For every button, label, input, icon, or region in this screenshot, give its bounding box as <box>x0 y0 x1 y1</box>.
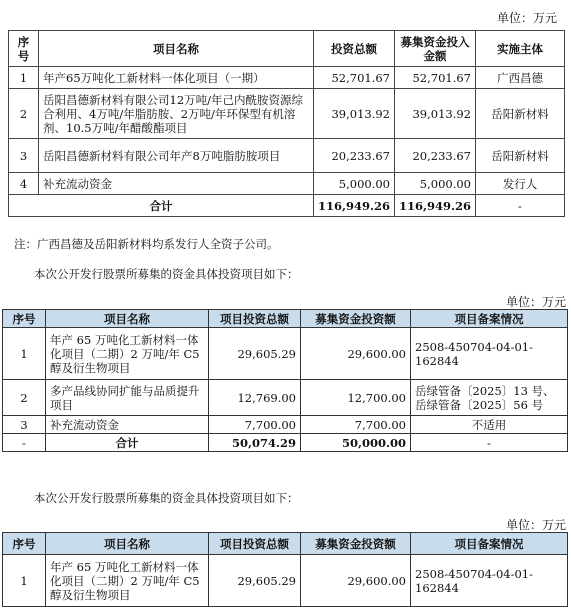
cell: 1 <box>3 555 46 607</box>
cell: 2 <box>9 89 39 139</box>
header-implementer: 实施主体 <box>476 31 565 67</box>
intro-paragraph-2: 本次公开发行股票所募集的资金具体投资项目如下： <box>34 491 299 505</box>
header-seq: 序号 <box>3 310 46 328</box>
investment-table-1 <box>8 30 565 217</box>
cell: 2508-450704-04-01-162844 <box>411 555 568 607</box>
cell: 20,233.67 <box>314 139 395 173</box>
cell: 补充流动资金 <box>46 416 209 434</box>
table-row <box>3 380 568 416</box>
total-row <box>9 195 565 217</box>
total-implementer: - <box>476 195 565 217</box>
header-total-investment: 项目投资总额 <box>209 533 301 555</box>
table-row <box>3 416 568 434</box>
header-filing-status: 项目备案情况 <box>411 310 568 328</box>
cell: 7,700.00 <box>209 416 301 434</box>
table-row <box>3 555 568 607</box>
cell: 3 <box>3 416 46 434</box>
cell: 岳阳新材料 <box>476 89 565 139</box>
table-row <box>9 67 565 89</box>
header-filing-status: 项目备案情况 <box>411 533 568 555</box>
total-label: 合计 <box>46 434 209 452</box>
unit-label-2: 单位：万元 <box>506 295 567 309</box>
cell: 岳阳昌德新材料有限公司年产8万吨脂肪胺项目 <box>39 139 314 173</box>
intro-paragraph-1: 本次公开发行股票所募集的资金具体投资项目如下： <box>34 267 299 281</box>
cell: 多产品线协同扩能与品质提升项目 <box>46 380 209 416</box>
header-raised-funds: 募集资金投入金额 <box>395 31 476 67</box>
cell: 39,013.92 <box>314 89 395 139</box>
cell: 29,600.00 <box>301 328 411 380</box>
table-row <box>9 173 565 195</box>
table-row <box>9 139 565 173</box>
cell: 年产65万吨化工新材料一体化项目（一期） <box>39 67 314 89</box>
cell: 岳绿管备〔2025〕13 号、岳绿管备〔2025〕56 号 <box>411 380 568 416</box>
cell: 52,701.67 <box>314 67 395 89</box>
header-total-investment: 投资总额 <box>314 31 395 67</box>
cell: 3 <box>9 139 39 173</box>
cell: 岳阳昌德新材料有限公司12万吨/年己内酰胺资源综合利用、4万吨/年脂肪胺、2万吨/年环保型有机溶剂、10.5万吨/年醋酸酯项目 <box>39 89 314 139</box>
cell: 39,013.92 <box>395 89 476 139</box>
header-project-name: 项目名称 <box>46 310 209 328</box>
header-project-name: 项目名称 <box>39 31 314 67</box>
cell: 补充流动资金 <box>39 173 314 195</box>
total-raised: 50,000.00 <box>301 434 411 452</box>
cell: 29,600.00 <box>301 555 411 607</box>
cell: 29,605.29 <box>209 555 301 607</box>
total-raised: 116,949.26 <box>395 195 476 217</box>
cell: 年产 65 万吨化工新材料一体化项目（二期）2 万吨/年 C5 醇及衍生物项目 <box>46 555 209 607</box>
header-project-name: 项目名称 <box>46 533 209 555</box>
total-seq: - <box>3 434 46 452</box>
total-investment: 50,074.29 <box>209 434 301 452</box>
unit-label-3: 单位：万元 <box>506 518 567 532</box>
cell: 2 <box>3 380 46 416</box>
investment-table-2 <box>2 309 568 452</box>
cell: 7,700.00 <box>301 416 411 434</box>
cell: 5,000.00 <box>314 173 395 195</box>
cell: 12,769.00 <box>209 380 301 416</box>
cell: 5,000.00 <box>395 173 476 195</box>
cell: 2508-450704-04-01-162844 <box>411 328 568 380</box>
table-row <box>3 328 568 380</box>
cell: 1 <box>9 67 39 89</box>
cell: 4 <box>9 173 39 195</box>
total-label: 合计 <box>9 195 314 217</box>
cell: 岳阳新材料 <box>476 139 565 173</box>
header-raised-funds: 募集资金投资额 <box>301 533 411 555</box>
cell: 年产 65 万吨化工新材料一体化项目（二期）2 万吨/年 C5 醇及衍生物项目 <box>46 328 209 380</box>
table-note: 注：广西昌德及岳阳新材料均系发行人全资子公司。 <box>14 237 279 251</box>
investment-table-3 <box>2 532 568 607</box>
table-row <box>9 89 565 139</box>
cell: 广西昌德 <box>476 67 565 89</box>
cell: 不适用 <box>411 416 568 434</box>
header-seq: 序号 <box>9 31 39 67</box>
total-investment: 116,949.26 <box>314 195 395 217</box>
total-row <box>3 434 568 452</box>
cell: 1 <box>3 328 46 380</box>
cell: 20,233.67 <box>395 139 476 173</box>
cell: 发行人 <box>476 173 565 195</box>
unit-label: 单位：万元 <box>497 11 558 25</box>
header-raised-funds: 募集资金投资额 <box>301 310 411 328</box>
header-seq: 序号 <box>3 533 46 555</box>
cell: 29,605.29 <box>209 328 301 380</box>
total-filing: - <box>411 434 568 452</box>
cell: 12,700.00 <box>301 380 411 416</box>
cell: 52,701.67 <box>395 67 476 89</box>
header-total-investment: 项目投资总额 <box>209 310 301 328</box>
